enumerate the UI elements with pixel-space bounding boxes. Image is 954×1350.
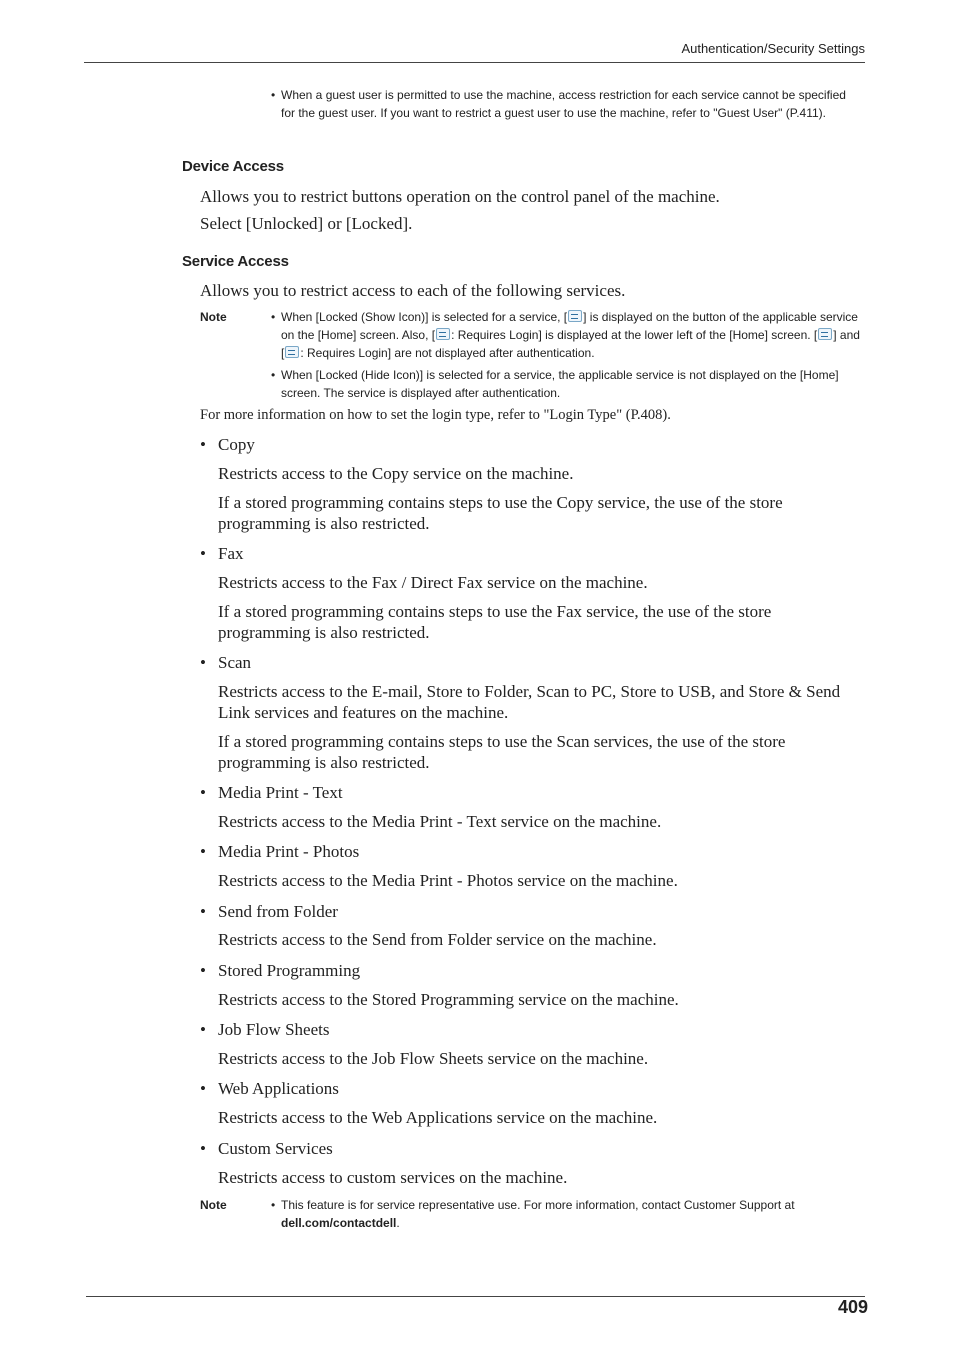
footer-rule: [86, 1296, 865, 1297]
service-desc: Restricts access to the E-mail, Store to Folder, Scan to PC, Store to USB, and Store & Send Link services and features on the machine.: [218, 682, 841, 722]
bullet-dot: •: [271, 310, 276, 324]
service-name: Fax: [218, 544, 244, 563]
service-item-scan: [200, 652, 251, 673]
contact-link[interactable]: dell.com/contactdell: [281, 1216, 397, 1230]
service-item-media-print-photos: [200, 841, 359, 862]
device-access-select: Select [Unlocked] or [Locked].: [200, 214, 413, 233]
service-item-fax: [200, 543, 244, 564]
service-item-web-applications: [200, 1078, 339, 1099]
bullet-dot: •: [200, 653, 206, 672]
service-rep-note: [271, 1196, 861, 1232]
service-item-stored-programming: [200, 960, 360, 981]
login-required-icon: [818, 328, 832, 340]
bullet-dot: •: [200, 902, 206, 921]
header-rule: [84, 62, 865, 63]
device-access-heading: Device Access: [182, 158, 284, 175]
bullet-dot: •: [271, 368, 276, 382]
login-type-reference: For more information on how to set the login type, refer to "Login Type" (P.408).: [200, 407, 671, 423]
service-name: Scan: [218, 653, 252, 672]
bullet-dot: •: [200, 435, 206, 454]
service-rep-note-text: This feature is for service representative use. For more information, contact Customer Support at dell.com/contactdell.: [281, 1198, 795, 1230]
guest-note-text: When a guest user is permitted to use the machine, access restriction for each service cannot be specified for the guest user. If you want to restrict a guest user to use the machine, refer to "Guest User" (P.411).: [281, 88, 846, 120]
service-item-custom-services: [200, 1138, 333, 1159]
service-desc: Restricts access to the Media Print - Text service on the machine.: [218, 812, 662, 831]
service-desc: Restricts access to the Stored Programming service on the machine.: [218, 990, 679, 1009]
service-access-heading: Service Access: [182, 253, 289, 270]
service-extra: If a stored programming contains steps to use the Copy service, the use of the store programming is also restricted.: [218, 493, 783, 533]
service-item-media-print-text: [200, 782, 343, 803]
service-desc: Restricts access to custom services on the machine.: [218, 1168, 568, 1187]
service-item-job-flow-sheets: [200, 1019, 329, 1040]
bullet-dot: •: [200, 1139, 206, 1158]
service-extra: If a stored programming contains steps to use the Fax service, the use of the store programming is also restricted.: [218, 602, 772, 642]
login-required-icon: [436, 328, 450, 340]
service-desc: Restricts access to the Copy service on the machine.: [218, 464, 574, 483]
bullet-dot: •: [200, 783, 206, 802]
login-required-icon: [285, 346, 299, 358]
header-section-title: Authentication/Security Settings: [681, 41, 865, 56]
bullet-dot: •: [200, 961, 206, 980]
login-required-icon: [568, 310, 582, 322]
service-extra: If a stored programming contains steps to use the Scan services, the use of the store programming is also restricted.: [218, 732, 786, 772]
service-access-desc: Allows you to restrict access to each of the following services.: [200, 281, 626, 300]
service-item-copy: [200, 434, 255, 455]
service-name: Media Print - Text: [218, 783, 343, 802]
bullet-dot: •: [271, 88, 276, 102]
service-name: Custom Services: [218, 1139, 333, 1158]
locked-hide-icon-text: When [Locked (Hide Icon)] is selected for a service, the applicable service is not displayed on the [Home] screen. The service is displayed after authentication.: [281, 368, 839, 400]
bullet-dot: •: [271, 1198, 276, 1212]
service-desc: Restricts access to the Media Print - Photos service on the machine.: [218, 871, 678, 890]
locked-show-icon-note: [271, 308, 861, 362]
service-name: Media Print - Photos: [218, 842, 360, 861]
note-label: Note: [200, 310, 227, 324]
service-desc: Restricts access to the Job Flow Sheets service on the machine.: [218, 1049, 649, 1068]
bullet-dot: •: [200, 1079, 206, 1098]
service-desc: Restricts access to the Web Applications service on the machine.: [218, 1108, 658, 1127]
service-item-send-from-folder: [200, 901, 338, 922]
locked-hide-icon-note: [271, 366, 861, 402]
page-number: 409: [837, 1297, 868, 1317]
note-label: Note: [200, 1198, 227, 1212]
bullet-dot: •: [200, 842, 206, 861]
bullet-dot: •: [200, 544, 206, 563]
service-name: Stored Programming: [218, 961, 361, 980]
device-access-desc: Allows you to restrict buttons operation on the control panel of the machine.: [200, 187, 720, 206]
bullet-dot: •: [200, 1020, 206, 1039]
service-name: Web Applications: [218, 1079, 339, 1098]
service-desc: Restricts access to the Fax / Direct Fax service on the machine.: [218, 573, 648, 592]
service-name: Send from Folder: [218, 902, 338, 921]
locked-show-icon-text: When [Locked (Show Icon)] is selected for a service, [ ] is displayed on the button of the applicable service on the [Home] screen. Also, [ : Requires Login] is displayed at the lower left of the [Home] screen. [ ] and [ : Requires Login] are not displayed after authentication.: [281, 310, 860, 360]
service-name: Job Flow Sheets: [218, 1020, 330, 1039]
service-name: Copy: [218, 435, 255, 454]
guest-user-note: [271, 86, 861, 122]
service-desc: Restricts access to the Send from Folder service on the machine.: [218, 930, 657, 949]
